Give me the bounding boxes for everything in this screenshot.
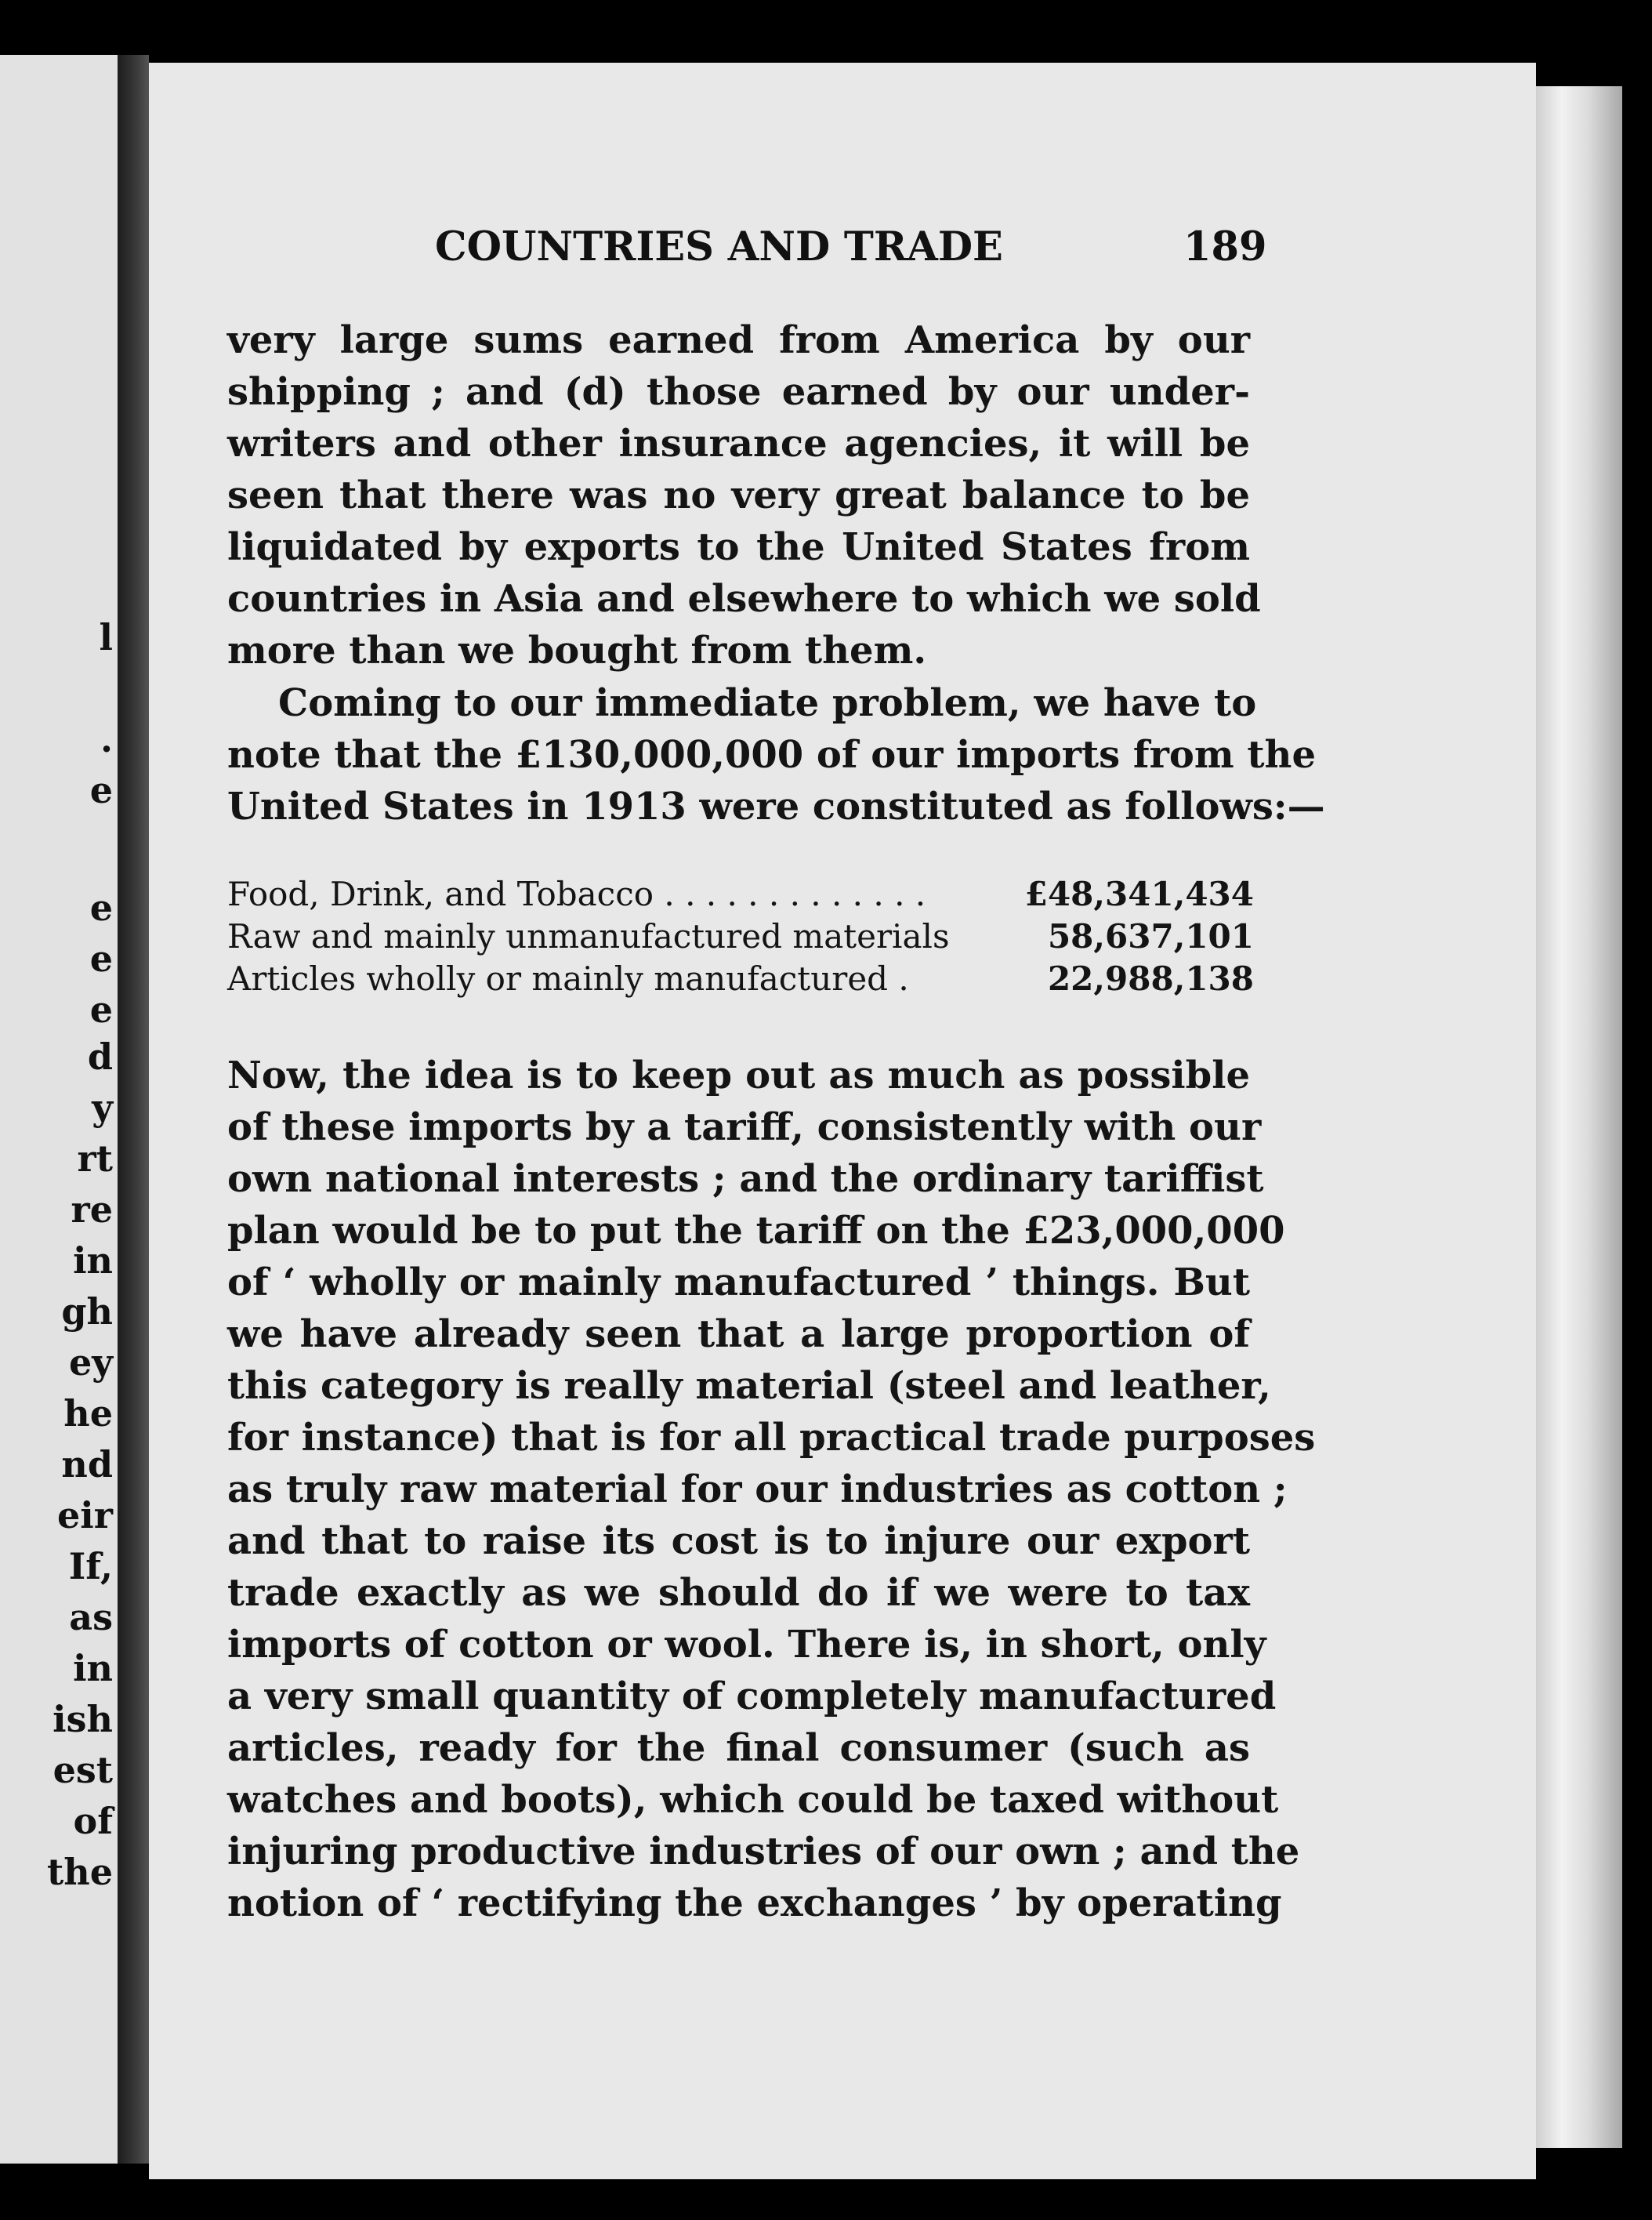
previous-page-fragment: d [87,1036,113,1078]
text-line: and that to raise its cost is to injure our export [227,1519,1250,1563]
text-line: we have already seen that a large proportion of [227,1312,1250,1356]
book-page [149,63,1536,2179]
text-line: countries in Asia and elsewhere to which we sold [227,577,1261,621]
text-line: writers and other insurance agencies, it will be [227,422,1250,466]
previous-page-fragment: . [100,718,113,760]
text-line: plan would be to put the tariff on the £23,000,000 [227,1209,1285,1253]
previous-page-fragment: of [73,1800,113,1842]
previous-page-fragment: e [89,769,113,811]
text-line: for instance) that is for all practical trade purposes [227,1416,1316,1460]
text-line: of ‘ wholly or mainly manufactured ’ things. But [227,1261,1250,1304]
previous-page-fragment: re [71,1188,113,1231]
text-line: of these imports by a tariff, consistently with our [227,1105,1262,1149]
book-gutter [118,55,149,2164]
previous-page-fragment: he [63,1392,113,1435]
previous-page-fragment: gh [61,1290,113,1333]
text-line: very large sums earned from America by our [227,318,1250,362]
previous-page-fragments [3,55,113,2164]
previous-page-fragment: If, [68,1545,113,1587]
page-edges [1536,86,1622,2148]
previous-page-fragment: l [99,616,113,658]
text-line: own national interests ; and the ordinary tariffist [227,1157,1264,1201]
previous-page-fragment: ish [53,1698,113,1740]
previous-page-fragment: e [89,988,113,1031]
text-line: more than we bought from them. [227,629,927,673]
previous-page-fragment: rt [77,1137,113,1180]
text-line: notion of ‘ rectifying the exchanges ’ by operating [227,1881,1282,1925]
text-line: liquidated by exports to the United States from [227,525,1250,569]
previous-page-fragment: in [73,1239,113,1282]
previous-page-fragment: the [47,1851,113,1893]
text-line: Coming to our immediate problem, we have to [278,681,1257,725]
running-head: COUNTRIES AND TRADE [435,223,1003,270]
previous-page-fragment: ey [69,1341,113,1384]
import-value: 58,637,101 [1047,917,1254,956]
previous-page-fragment: y [92,1086,113,1129]
previous-page-fragment: nd [61,1443,113,1485]
previous-page-fragment: eir [57,1494,113,1536]
import-value: 22,988,138 [1047,959,1254,998]
previous-page-fragment: e [89,938,113,980]
page-number: 189 [1183,223,1267,270]
text-line: injuring productive industries of our own ; and the [227,1830,1300,1874]
page-header [149,223,1536,278]
text-line: as truly raw material for our industries as cotton ; [227,1467,1288,1511]
previous-page-fragment: as [69,1596,113,1638]
import-value: £48,341,434 [1024,875,1254,913]
previous-page-fragment: e [89,887,113,929]
text-line: shipping ; and (d) those earned by our under- [227,370,1250,414]
text-line: Now, the idea is to keep out as much as possible [227,1054,1250,1097]
text-line: this category is really material (steel and leather, [227,1364,1271,1408]
text-line: trade exactly as we should do if we were to tax [227,1571,1250,1615]
text-line: articles, ready for the final consumer (such as [227,1726,1250,1770]
import-category: Articles wholly or mainly manufactured . [227,959,909,998]
import-category: Raw and mainly unmanufactured materials [227,917,950,956]
text-line: imports of cotton or wool. There is, in short, only [227,1623,1266,1667]
text-line: a very small quantity of completely manufactured [227,1674,1277,1718]
previous-page-fragment: est [53,1749,113,1791]
import-category: Food, Drink, and Tobacco . . . . . . . . . . . . . [227,875,926,913]
text-line: United States in 1913 were constituted as follows:— [227,785,1325,829]
text-line: seen that there was no very great balance to be [227,473,1250,517]
previous-page [0,55,118,2164]
text-line: watches and boots), which could be taxed without [227,1778,1279,1822]
previous-page-fragment: in [73,1647,113,1689]
text-line: note that the £130,000,000 of our imports from the [227,733,1316,777]
